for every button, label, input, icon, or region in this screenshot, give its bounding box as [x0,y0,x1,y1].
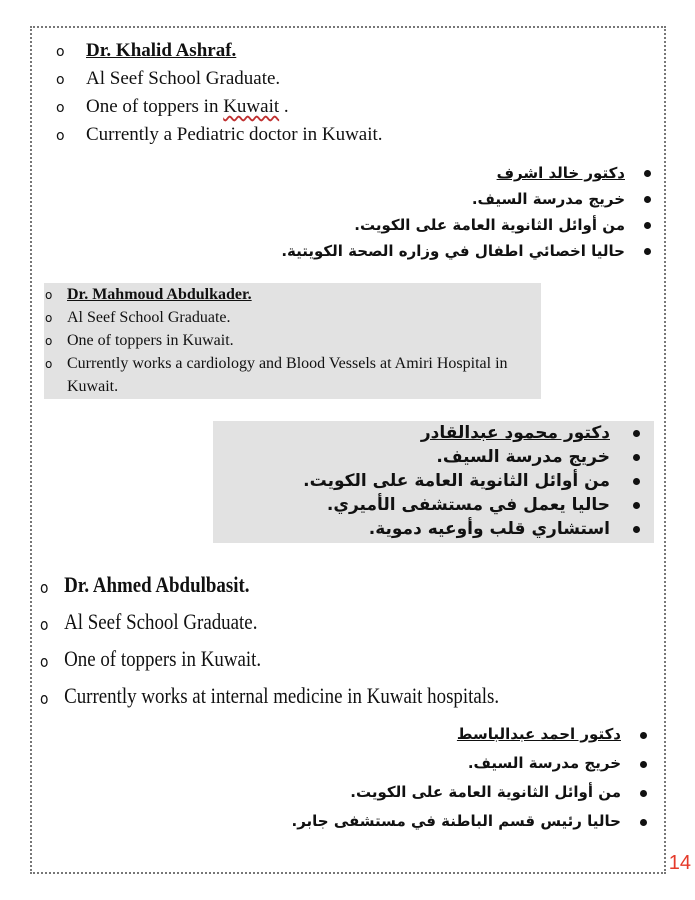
hollow-bullet-icon: o [45,311,53,325]
list-item [44,352,541,398]
page-number: 14 [668,852,691,874]
list-item [292,807,652,836]
list-item [292,720,652,749]
bullet-icon [640,732,647,739]
list-item [40,566,499,603]
list-item-text: Al Seef School Graduate. [64,609,258,634]
list-item-text: . [279,96,289,117]
list-item-text: Currently works at internal medicine in Kuwait hospitals. [64,683,500,708]
list-item-text: One of toppers in [86,96,224,117]
list-item-text: من أوائل الثانوية العامة على الكويت. [354,216,625,234]
list-item [213,445,614,469]
hollow-bullet-icon: o [40,689,49,708]
bullet-icon [640,790,647,797]
bullet-icon [644,222,651,229]
hollow-bullet-icon: o [40,615,49,634]
list-item [40,677,499,714]
list-item [44,283,541,306]
list-item [56,65,383,93]
list-item [213,493,614,517]
spellcheck-word: Kuwait [223,96,280,117]
list-item-text: Al Seef School Graduate. [86,68,281,89]
list-item-text: حاليا رئيس قسم الباطنة في مستشفى جابر. [291,812,621,830]
doctor-name: Dr. Khalid Ashraf. [86,40,237,61]
hollow-bullet-icon: o [45,357,53,371]
list-item [292,749,652,778]
list-item [281,238,655,264]
bullet-icon [633,478,640,485]
list-item-text: Currently a Pediatric doctor in Kuwait. [86,124,383,145]
list-item-text: من أوائل الثانوية العامة على الكويت. [350,783,621,801]
bullet-icon [633,430,640,437]
list-item-text: One of toppers in Kuwait. [64,646,262,671]
hollow-bullet-icon: o [45,288,53,302]
hollow-bullet-icon: o [56,44,65,60]
hollow-bullet-icon: o [56,100,65,116]
list-item [281,212,655,238]
list-item-text: Al Seef School Graduate. [67,309,231,326]
hollow-bullet-icon: o [56,72,65,88]
doctor-name-arabic: دكتور خالد اشرف [496,164,625,182]
list-item [281,186,655,212]
list-item-text: خريج مدرسة السيف. [436,447,610,467]
list-item-text: خريج مدرسة السيف. [471,190,625,208]
hollow-bullet-icon: o [45,334,53,348]
doctor-name-arabic: دكتور احمد عبدالباسط [456,725,621,743]
bullet-icon [640,761,647,768]
bullet-icon [633,502,640,509]
hollow-bullet-icon: o [40,578,49,597]
doctor-name: Dr. Mahmoud Abdulkader. [67,286,252,303]
khalid-arabic-list [281,160,655,264]
list-item [44,329,541,352]
list-item [213,421,614,445]
ahmed-english-list [40,566,499,714]
mahmoud-arabic-list [213,421,654,543]
list-item-text: One of toppers in Kuwait. [67,332,234,349]
list-item [44,306,541,329]
list-item-text: خريج مدرسة السيف. [467,754,621,772]
bullet-icon [633,526,640,533]
khalid-english-list [56,37,383,149]
bullet-icon [644,248,651,255]
bullet-icon [644,196,651,203]
bullet-icon [644,170,651,177]
list-item [40,603,499,640]
hollow-bullet-icon: o [40,652,49,671]
list-item [292,778,652,807]
ahmed-arabic-list [292,720,652,836]
bullet-icon [640,819,647,826]
list-item [56,121,383,149]
list-item-text: استشاري قلب وأوعيه دموية. [368,519,610,539]
list-item [281,160,655,186]
list-item [213,469,614,493]
list-item [56,93,383,121]
doctor-name: Dr. Ahmed Abdulbasit. [64,572,250,597]
hollow-bullet-icon: o [56,128,65,144]
list-item-text: من أوائل الثانوية العامة على الكويت. [303,471,610,491]
list-item [40,640,499,677]
bullet-icon [633,454,640,461]
mahmoud-english-list [44,283,541,399]
list-item [213,517,614,541]
doctor-name-arabic: دكتور محمود عبدالقادر [420,423,610,443]
list-item-text: حاليا يعمل في مستشفى الأميري. [326,495,610,515]
list-item-text: Currently works a cardiology and Blood Vessels at Amiri Hospital in Kuwait. [67,355,508,395]
list-item [56,37,383,65]
list-item-text: حاليا اخصائي اطفال في وزاره الصحة الكويتية. [281,242,625,260]
